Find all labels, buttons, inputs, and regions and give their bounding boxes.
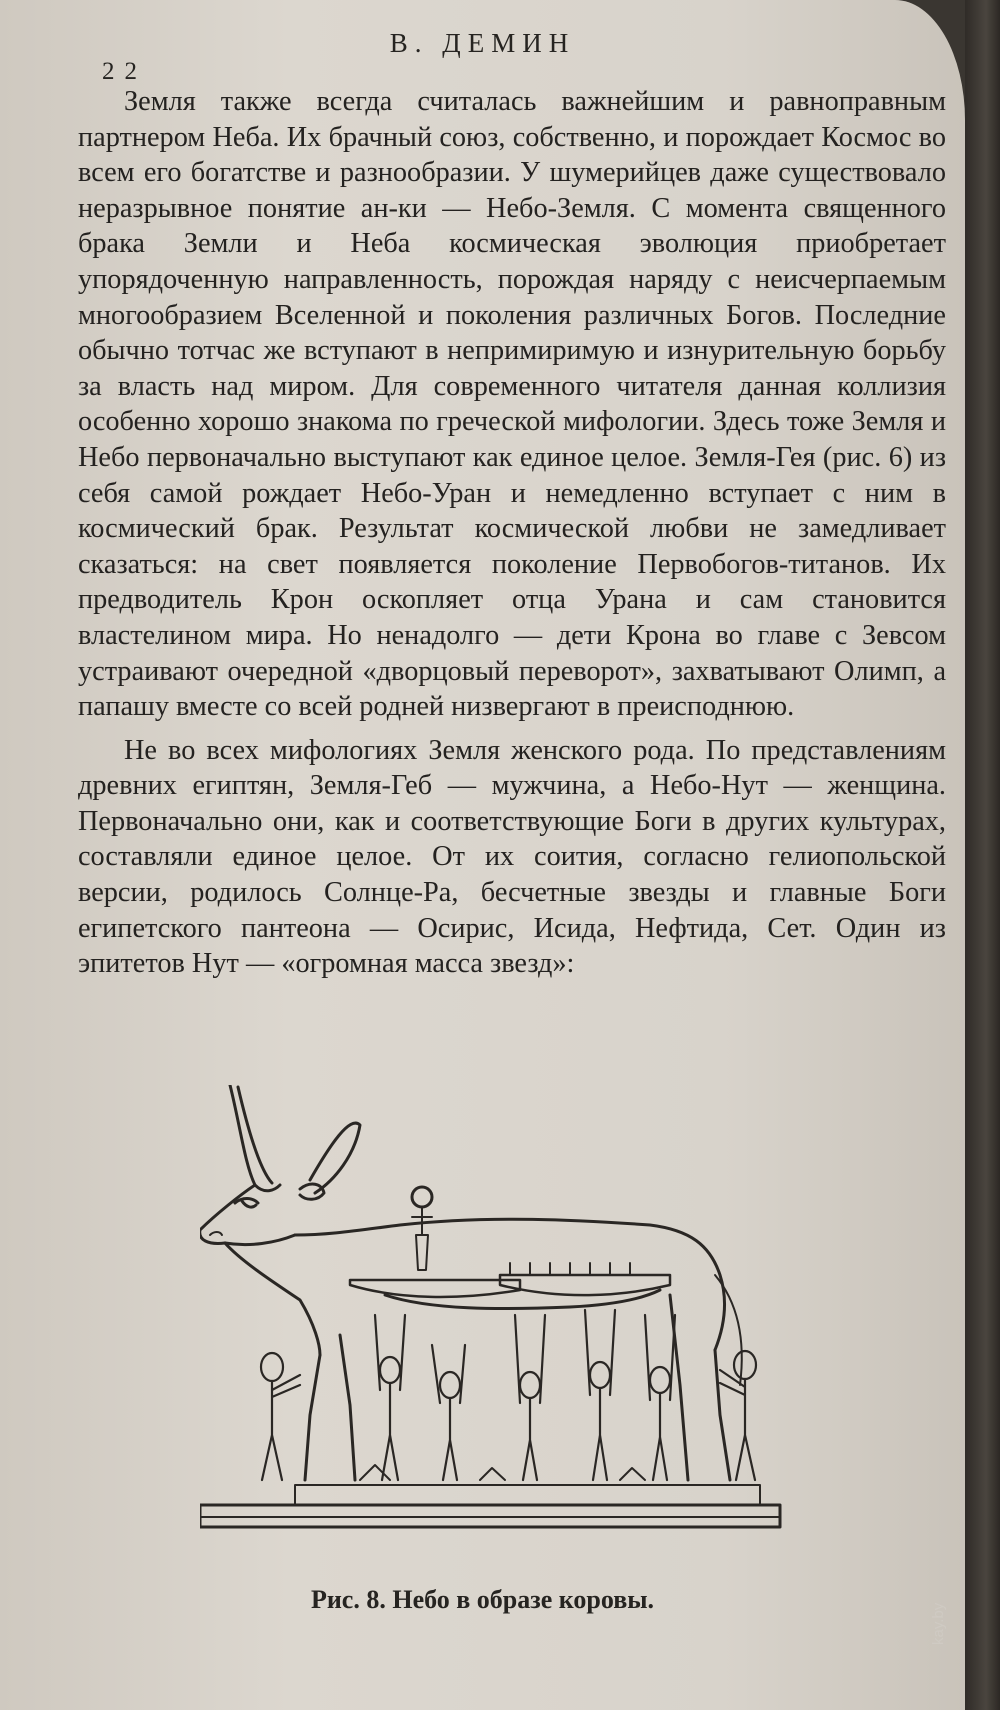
running-title: В. ДЕМИН [389,28,576,58]
figure-caption: Рис. 8. Небо в образе коровы. [310,1585,655,1614]
page-edge-shadow [965,0,1000,1710]
body-text [78,84,946,990]
watermark: kay.by [930,1602,947,1645]
paragraph: Не во всех мифологиях Земля женского рода. По представлениям древних египтян, Земля-Геб — мужчина, а Небо-Нут — женщина. Первоначально они, как и соответствующие Боги в других культурах, составляли единое целое. От их соития, согласно гелиопольской версии, родилось Солнце-Ра, бесчетные звезды и главные Боги египетского пантеона — Осирис, Исида, Нефтида, Сет. Один из эпитетов Нут — «огромная масса звезд»: [78,734,946,980]
page-number: 22 [102,58,147,85]
cow-illustration [200,1085,860,1570]
paragraph: Земля также всегда считалась важнейшим и равноправным партнером Неба. Их брачный союз, собственно, и порождает Космос во всем его богатстве и разнообразии. У шумерийцев даже существовало неразрывное понятие ан-ки — Небо-Земля. С момента священного брака Земли и Неба космическая эволюция приобретает упорядоченную направленность, порождая наряду с неисчерпаемым многообразием Вселенной и поколения различных Богов. Последние обычно тотчас же вступают в непримиримую и изнурительную борьбу за власть над миром. Для современного читателя данная коллизия особенно хорошо знакома по греческой мифологии. Здесь тоже Земля и Небо первоначально выступают как единое целое. Земля-Гея (рис. 6) из себя самой рождает Небо-Уран и немедленно вступает с ним в космический брак. Результат космической любви не замедливает сказаться: на свет появляется поколение Первобогов-титанов. Их предводитель Крон оскопляет отца Урана и сам становится властелином мира. Но ненадолго — дети Крона во главе с Зевсом устраивают очередной «дворцовый переворот», захватывают Олимп, а папашу вместе со всей родней низвергают в преисподнюю. [78,86,946,723]
